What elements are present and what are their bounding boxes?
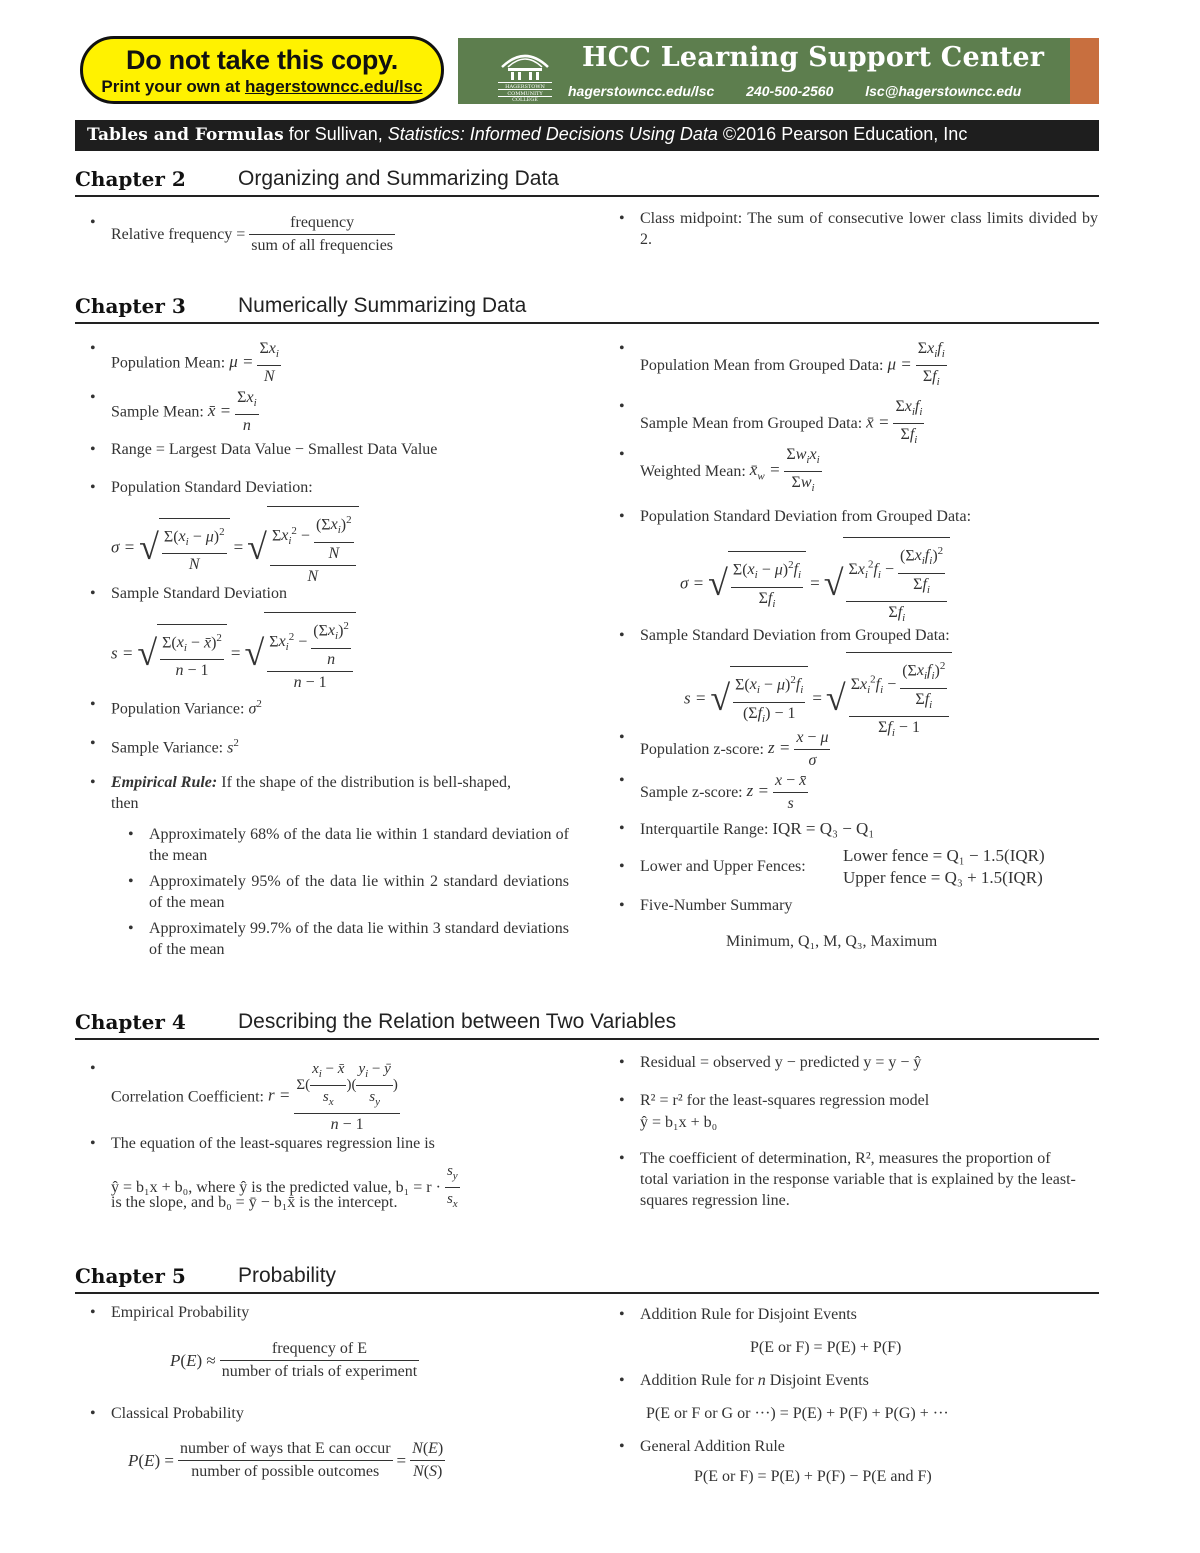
grouped-population-sd-label: • Population Standard Deviation from Grouped Data: xyxy=(640,506,971,527)
svg-text:COLLEGE: COLLEGE xyxy=(512,97,538,101)
badge-link[interactable]: hagerstowncc.edu/lsc xyxy=(244,77,423,96)
population-variance: • Population Variance: $\sigma^2$ xyxy=(111,694,262,719)
classical-probability-label: • Classical Probability xyxy=(111,1403,244,1424)
sample-mean: • Sample Mean: x̄ = $\frac{\Sigma x_i}{n}$ xyxy=(111,387,259,437)
empirical-rule: • Empirical Rule: If the shape of the distribution is bell-shaped, then xyxy=(111,772,541,814)
sample-z-score: • Sample z-score: z = $\frac{x - x̄}{s}$ xyxy=(640,770,808,815)
sample-variance: • Sample Variance: $s^2$ xyxy=(111,733,239,758)
grouped-population-sd-formula: σ = √ $\frac{\Sigma(x_i - \mu)^2f_i}{\Sigma f_i}$ = √ $\Sigma x_i^2f_i$ − $\frac{(\Sigma x_if_i)^2}{\Sigma f_i}$ $\Sigma f_i$ xyxy=(680,537,950,629)
range-formula: • Range = Largest Data Value − Smallest Data Value xyxy=(111,439,437,460)
badge-line1: Do not take this copy. xyxy=(126,45,398,75)
population-mean: • Population Mean: μ = $\frac{\Sigma x_i}{N}$ xyxy=(111,338,281,388)
empirical-probability-formula: P(E) ≈ $\frac{\text{frequency of E}}{\text{number of trials of experiment}}$ xyxy=(170,1340,418,1380)
addition-rule-n-disjoint-label: • Addition Rule for n Disjoint Events xyxy=(640,1370,869,1391)
svg-text:HAGERSTOWN: HAGERSTOWN xyxy=(505,84,545,90)
relative-frequency-formula: • Relative frequency = $\frac{\text{frequency}}{\text{sum of all frequencies}}$ xyxy=(111,212,395,257)
chapter-number: Chapter 2 xyxy=(75,167,186,191)
regression-model: ŷ = b₁x + b₀ xyxy=(640,1114,718,1131)
population-sd-label: • Population Standard Deviation: xyxy=(111,477,313,498)
title-bold: Tables and Formulas xyxy=(87,125,284,145)
fences-label: • Lower and Upper Fences: xyxy=(640,856,806,877)
hcc-banner xyxy=(458,38,1099,104)
website-link[interactable]: hagerstowncc.edu/lsc xyxy=(568,83,715,99)
banner-title: HCC Learning Support Center xyxy=(582,42,1045,73)
classical-probability-formula: P(E) = $\frac{\text{number of ways that E can occur}}{\text{number of possible outcomes}}$ = $\frac{N(E)}{N(S)}$ xyxy=(128,1440,444,1480)
college-logo-icon xyxy=(494,43,556,101)
grouped-sample-sd-label: • Sample Standard Deviation from Grouped Data: xyxy=(640,625,950,646)
general-addition-rule-formula: P(E or F) = P(E) + P(F) − P(E and F) xyxy=(694,1468,932,1485)
chapter-5-heading: Chapter 5 Probability xyxy=(75,1264,1099,1294)
population-z-score: • Population z-score: z = $\frac{x - \mu}{\sigma}$ xyxy=(640,727,830,772)
email-link[interactable]: lsc@hagerstowncc.edu xyxy=(865,83,1022,99)
grouped-sample-sd-formula: s = √ $\frac{\Sigma(x_i - \mu)^2f_i}{(\Sigma f_i) - 1}$ = √ $\Sigma x_i^2f_i$ − $\frac{(\Sigma x_if_i)^2}{\Sigma f_i}$ $\Sigma f_i - 1$ xyxy=(684,652,952,744)
sample-sd-label: • Sample Standard Deviation xyxy=(111,583,287,604)
svg-text:COMMUNITY: COMMUNITY xyxy=(507,91,543,97)
population-sd-formula: σ = √ $\frac{\Sigma(x_i - \mu)^2}{N}$ = √ $\Sigma x_i^2$ − $\frac{(\Sigma x_i)^2}{N}$ N xyxy=(111,506,359,588)
residual: • Residual = observed y − predicted y = y − ŷ xyxy=(640,1052,921,1073)
correlation-coefficient: • Correlation Coefficient: r = Σ( $\frac{x_i - x̄}{s_x}$ )( $\frac{y_i - ȳ}{s_y}$ ) n − 1 xyxy=(111,1058,400,1136)
grouped-population-mean: • Population Mean from Grouped Data: μ = $\frac{\Sigma x_if_i}{\Sigma f_i}$ xyxy=(640,338,947,393)
lsrl-line3: is the slope, and b₀ = ȳ − b₁x̄ is the intercept. xyxy=(111,1194,398,1211)
coefficient-of-determination: • The coefficient of determination, R², measures the proportion of total variation in the response variable that is explained by the least-squares regression line. xyxy=(640,1148,1080,1211)
class-midpoint: • Class midpoint: The sum of consecutive lower class limits divided by 2. xyxy=(640,208,1098,250)
banner-contacts xyxy=(568,83,1049,99)
phone-number: 240-500-2560 xyxy=(746,83,834,99)
chapter-title: Organizing and Summarizing Data xyxy=(238,167,559,190)
lower-fence: Lower fence = Q₁ − 1.5(IQR) xyxy=(843,846,1045,865)
addition-rule-disjoint-label: • Addition Rule for Disjoint Events xyxy=(640,1304,857,1325)
warning-badge xyxy=(80,36,444,104)
empirical-probability-label: • Empirical Probability xyxy=(111,1302,249,1323)
upper-fence: Upper fence = Q₃ + 1.5(IQR) xyxy=(843,868,1043,887)
empirical-rule-95: • Approximately 95% of the data lie within 2 standard deviations of the mean xyxy=(149,871,569,913)
sample-sd-formula: s = √ $\frac{\Sigma(x_i - x̄)^2}{n - 1}$ = √ $\Sigma x_i^2$ − $\frac{(\Sigma x_i)^2}{n}$ n − 1 xyxy=(111,612,356,694)
lsrl-line1: • The equation of the least-squares regression line is xyxy=(111,1133,435,1154)
chapter-4-heading: Chapter 4 Describing the Relation between Two Variables xyxy=(75,1010,1099,1040)
badge-line2: Print your own at hagerstowncc.edu/lsc xyxy=(101,77,423,96)
empirical-rule-997: • Approximately 99.7% of the data lie within 3 standard deviations of the mean xyxy=(149,918,569,960)
weighted-mean: • Weighted Mean: $x̄_w$ = $\frac{\Sigma w_ix_i}{\Sigma w_i}$ xyxy=(640,444,822,499)
general-addition-rule-label: • General Addition Rule xyxy=(640,1436,785,1457)
lsrl-line2: ŷ = b₁x + b₀, where ŷ is the predicted value, b₁ = r · $\frac{s_y}{s_x}$ xyxy=(111,1160,460,1215)
empirical-rule-68: • Approximately 68% of the data lie within 1 standard deviation of the mean xyxy=(149,824,569,866)
addition-rule-n-disjoint-formula: P(E or F or G or ···) = P(E) + P(F) + P(G) + ··· xyxy=(646,1405,949,1422)
chapter-2-heading xyxy=(75,167,1099,197)
title-bar: Tables and Formulas for Sullivan, Statistics: Informed Decisions Using Data ©2016 Pearson Education, Inc xyxy=(75,120,1099,151)
five-number-summary-label: • Five-Number Summary xyxy=(640,895,792,916)
r-squared: • R² = r² for the least-squares regression model xyxy=(640,1090,929,1111)
addition-rule-disjoint-formula: P(E or F) = P(E) + P(F) xyxy=(750,1339,902,1356)
five-number-summary: Minimum, Q₁, M, Q₃, Maximum xyxy=(726,933,938,950)
chapter-3-heading: Chapter 3 Numerically Summarizing Data xyxy=(75,294,1099,324)
grouped-sample-mean: • Sample Mean from Grouped Data: x̄ = $\frac{\Sigma x_if_i}{\Sigma f_i}$ xyxy=(640,396,924,451)
interquartile-range: • Interquartile Range: IQR = Q₃ − Q₁ xyxy=(640,818,874,840)
